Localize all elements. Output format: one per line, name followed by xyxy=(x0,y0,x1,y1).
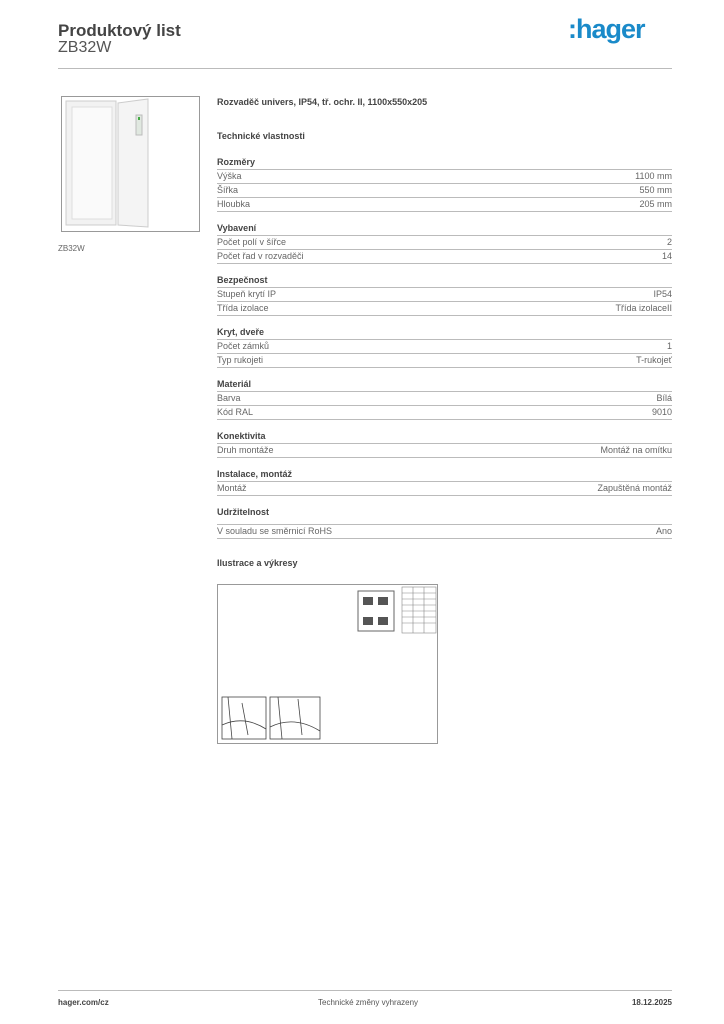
spec-row xyxy=(217,288,672,302)
spec-label: Kód RAL xyxy=(217,407,254,417)
spec-row xyxy=(217,392,672,406)
spec-section xyxy=(217,468,672,496)
spec-section xyxy=(217,156,672,212)
spec-value: 1100 mm xyxy=(635,171,672,181)
section-heading: Rozměry xyxy=(217,156,672,170)
product-code: ZB32W xyxy=(58,39,112,56)
spec-row xyxy=(217,170,672,184)
section-heading: Konektivita xyxy=(217,430,672,444)
section-heading: Udržitelnost xyxy=(217,506,672,525)
spec-value: 2 xyxy=(666,237,672,247)
footer-note: Technické změny vyhrazeny xyxy=(318,998,419,1007)
spec-section xyxy=(217,222,672,264)
spec-row xyxy=(217,482,672,496)
spec-value: 1 xyxy=(666,341,672,351)
spec-label: Barva xyxy=(217,393,241,403)
page-title: Produktový list xyxy=(58,21,181,40)
image-caption: ZB32W xyxy=(58,244,85,253)
spec-label: Montáž xyxy=(217,483,247,493)
spec-label: Počet zámků xyxy=(217,341,270,351)
spec-label: V souladu se směrnicí RoHS xyxy=(217,526,333,536)
spec-content xyxy=(217,96,672,569)
hager-logo: :hager xyxy=(568,14,645,44)
spec-value: Montáž na omítku xyxy=(600,445,672,455)
spec-value: IP54 xyxy=(653,289,672,299)
spec-section xyxy=(217,326,672,368)
spec-label: Typ rukojeti xyxy=(217,355,264,365)
spec-row xyxy=(217,302,672,316)
spec-label: Šířka xyxy=(217,185,239,195)
spec-row xyxy=(217,406,672,420)
spec-value: 205 mm xyxy=(639,199,672,209)
spec-value: Ano xyxy=(655,526,672,536)
spec-label: Třída izolace xyxy=(217,303,269,313)
illustrations-drawing xyxy=(217,584,438,744)
spec-row xyxy=(217,340,672,354)
spec-value: 550 mm xyxy=(639,185,672,195)
product-image xyxy=(61,96,200,232)
spec-row xyxy=(217,198,672,212)
spec-section xyxy=(217,430,672,458)
spec-row xyxy=(217,525,672,539)
spec-section xyxy=(217,274,672,316)
spec-label: Hloubka xyxy=(217,199,251,209)
footer-divider xyxy=(58,990,672,991)
spec-section xyxy=(217,506,672,539)
footer-date: 18.12.2025 xyxy=(631,998,672,1007)
footer-website[interactable]: hager.com/cz xyxy=(58,998,109,1007)
section-heading: Vybavení xyxy=(217,222,672,236)
section-heading: Instalace, montáž xyxy=(217,468,672,482)
tech-heading: Technické vlastnosti xyxy=(217,131,305,141)
product-description: Rozvaděč univers, IP54, tř. ochr. II, 1100x550x205 xyxy=(217,97,428,107)
spec-row xyxy=(217,236,672,250)
section-heading: Materiál xyxy=(217,378,672,392)
spec-row xyxy=(217,354,672,368)
section-heading: Kryt, dveře xyxy=(217,326,672,340)
spec-row xyxy=(217,444,672,458)
spec-label: Stupeň krytí IP xyxy=(217,289,277,299)
spec-value: 9010 xyxy=(651,407,672,417)
spec-value: Třída izolaceII xyxy=(615,303,672,313)
spec-section xyxy=(217,378,672,420)
spec-label: Počet řad v rozvaděči xyxy=(217,251,304,261)
spec-value: Bílá xyxy=(656,393,672,403)
spec-value: Zapuštěná montáž xyxy=(597,483,672,493)
spec-row xyxy=(217,250,672,264)
spec-value: 14 xyxy=(661,251,672,261)
header-divider xyxy=(58,68,672,69)
illustrations-heading: Ilustrace a výkresy xyxy=(217,558,298,568)
spec-label: Druh montáže xyxy=(217,445,274,455)
spec-label: Počet polí v šířce xyxy=(217,237,287,247)
spec-row xyxy=(217,184,672,198)
spec-value: T-rukojeť xyxy=(636,355,672,365)
section-heading: Bezpečnost xyxy=(217,274,672,288)
spec-label: Výška xyxy=(217,171,242,181)
